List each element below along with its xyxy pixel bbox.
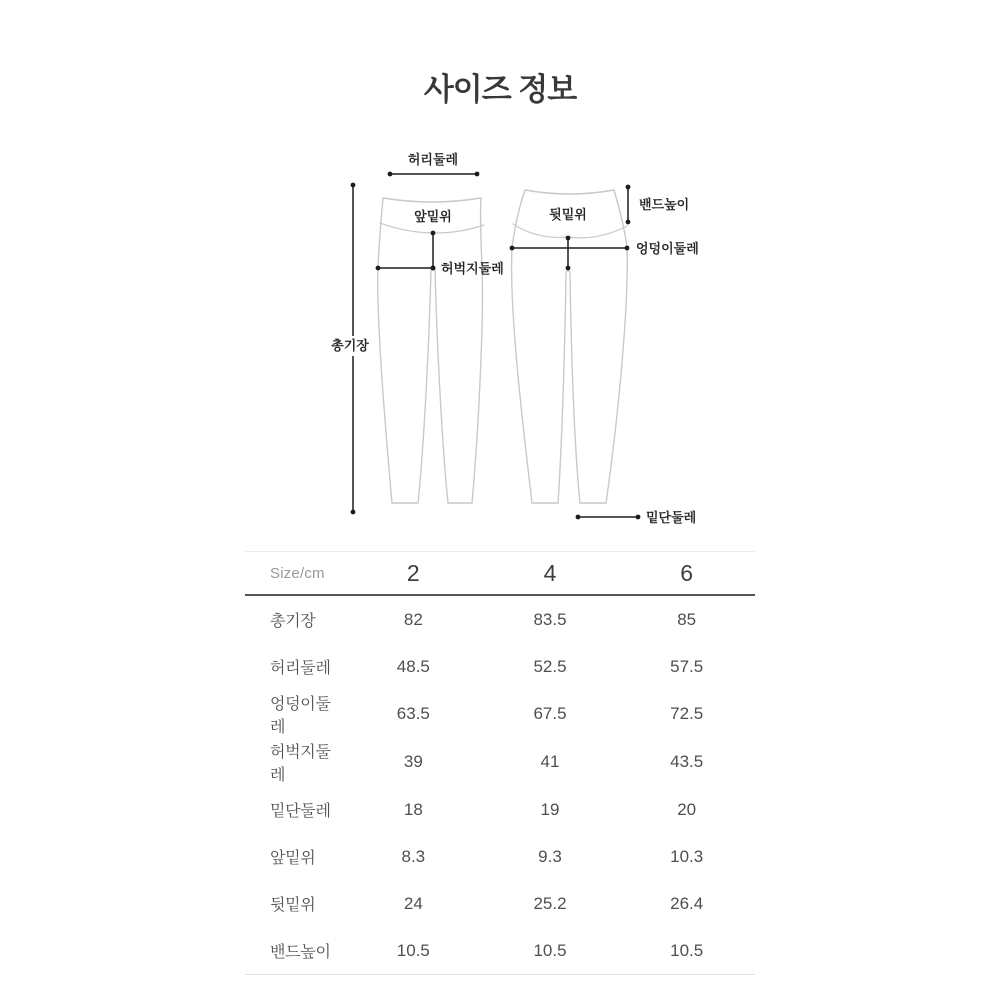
cell-value: 24	[403, 893, 423, 913]
cell-value: 10.5	[482, 927, 619, 975]
table-row	[245, 690, 755, 738]
waist-label: 허리둘레	[407, 152, 459, 167]
row-label: 총기장	[270, 613, 316, 630]
row-label: 밴드높이	[245, 927, 345, 975]
table-row	[245, 927, 755, 975]
cell-value: 63.5	[396, 704, 430, 723]
cell-value: 20	[677, 799, 697, 819]
cell-value: 10.5	[618, 927, 755, 975]
size-unit-header: Size/cm	[245, 552, 345, 596]
hem-measure-line	[576, 510, 697, 525]
thigh-label: 허벅지둘레	[441, 261, 504, 276]
row-label: 엉덩이둘레	[270, 696, 331, 736]
table-row	[245, 833, 755, 880]
table-row	[245, 595, 755, 643]
row-label: 허리둘레	[270, 660, 331, 677]
cell-value: 43.5	[670, 752, 704, 771]
table-row	[245, 786, 755, 833]
table-row	[245, 643, 755, 690]
cell-value: 85	[677, 609, 697, 629]
table-header-row	[245, 552, 755, 596]
cell-value: 57.5	[670, 656, 704, 676]
cell-value: 10.3	[670, 846, 704, 866]
total-length-measure-line	[328, 183, 372, 515]
size-diagram	[300, 145, 740, 540]
cell-value: 18	[403, 799, 423, 819]
table-row	[245, 738, 755, 786]
size-column-4: 4	[482, 552, 619, 596]
page-title: 사이즈 정보	[423, 72, 577, 107]
front-rise-label: 앞밑위	[414, 209, 452, 224]
band-height-measure-line	[626, 185, 690, 225]
leggings-front-view	[378, 198, 484, 503]
waist-measure-line	[388, 152, 480, 176]
cell-value: 10.5	[345, 927, 482, 975]
hem-label: 밑단둘레	[646, 510, 697, 525]
size-column-6: 6	[618, 552, 755, 596]
cell-value: 9.3	[538, 846, 562, 866]
size-column-2: 2	[345, 552, 482, 596]
cell-value: 48.5	[396, 656, 430, 676]
cell-value: 19	[540, 799, 560, 819]
row-label: 뒷밑위	[270, 897, 316, 914]
row-label: 밑단둘레	[270, 803, 331, 820]
cell-value: 39	[403, 752, 423, 771]
size-table	[245, 551, 755, 975]
cell-value: 52.5	[533, 656, 567, 676]
cell-value: 26.4	[670, 893, 704, 913]
band-height-label: 밴드높이	[639, 197, 690, 212]
cell-value: 8.3	[401, 846, 426, 866]
row-label: 허벅지둘레	[270, 744, 331, 784]
cell-value: 25.2	[533, 893, 567, 913]
table-row	[245, 880, 755, 927]
cell-value: 41	[540, 752, 560, 771]
cell-value: 72.5	[670, 704, 704, 723]
back-rise-label: 뒷밑위	[549, 207, 587, 222]
total-length-label: 총기장	[331, 338, 369, 353]
cell-value: 83.5	[533, 609, 567, 629]
row-label: 앞밑위	[270, 850, 316, 867]
leggings-front-outline	[378, 198, 483, 503]
cell-value: 82	[403, 609, 423, 629]
hip-label: 엉덩이둘레	[636, 241, 699, 256]
cell-value: 67.5	[533, 704, 567, 723]
